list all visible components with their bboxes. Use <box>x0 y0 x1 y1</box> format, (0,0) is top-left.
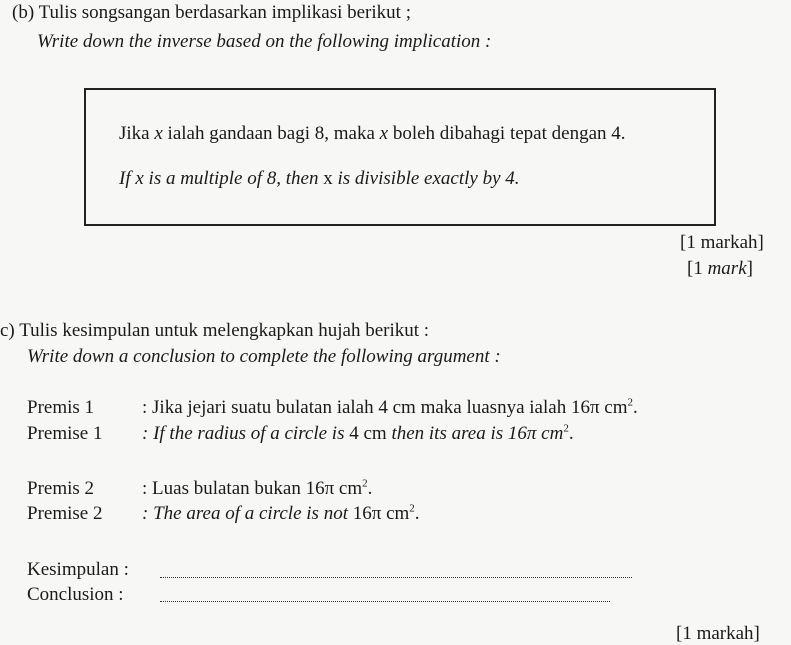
implication-ms-part2: ialah gandaan bagi 8, maka <box>162 123 380 144</box>
premise1-part-b: 4 cm <box>349 423 387 444</box>
part-c-marks-ms: [1 markah] <box>676 623 760 644</box>
implication-ms <box>119 123 626 145</box>
premis2-label: Premis 2 <box>27 478 95 499</box>
premise1-sup: 2 <box>563 422 569 435</box>
premise2-label: Premise 2 <box>27 503 103 524</box>
premise1-end: . <box>568 423 574 444</box>
part-c-instruction-ms-text: Tulis kesimpulan untuk melengkapkan hujah berikut : <box>19 320 430 341</box>
premis2-sup: 2 <box>362 477 368 490</box>
part-b-label: (b) <box>12 2 35 23</box>
premise2-value: 16π cm <box>352 503 410 524</box>
part-b-instruction-ms <box>12 2 411 24</box>
part-c-instruction-en: Write down a conclusion to complete the following argument : <box>27 346 501 367</box>
premise1-part-a: : If the radius of a circle is <box>142 423 350 444</box>
implication-en <box>119 168 520 190</box>
part-b-marks-en <box>687 258 753 280</box>
implication-en-var: x <box>323 168 333 189</box>
premise2-end: . <box>414 503 420 524</box>
premise1-part-c: then its area is 16π cm <box>386 423 564 444</box>
implication-ms-var2: x <box>379 123 389 144</box>
premise1-text <box>142 423 574 445</box>
premis1-label: Premis 1 <box>27 397 95 418</box>
premis1-sup: 2 <box>627 396 633 409</box>
part-c-instruction-ms <box>0 320 429 342</box>
premise1-label: Premise 1 <box>27 423 103 444</box>
part-b-instruction-en: Write down the inverse based on the following implication : <box>37 31 492 52</box>
premis1-end: . <box>633 397 638 418</box>
premis2-end: . <box>367 478 373 499</box>
implication-en-part2: is divisible exactly by 4. <box>332 168 520 189</box>
implication-ms-part1: Jika <box>119 123 155 144</box>
premis2-body: : Luas bulatan bukan 16π cm <box>142 478 363 499</box>
part-b-marks-ms: [1 markah] <box>680 232 764 253</box>
implication-box <box>84 88 716 226</box>
marks-en-open: [1 <box>687 258 708 279</box>
premise2-body: : The area of a circle is not <box>142 503 353 524</box>
kesimpulan-answer-line[interactable] <box>160 577 632 578</box>
implication-en-part1: If x is a multiple of 8, then <box>119 168 324 189</box>
marks-en-close: ] <box>746 258 753 279</box>
kesimpulan-label: Kesimpulan : <box>27 559 129 580</box>
premise2-text <box>142 503 420 525</box>
premise2-sup: 2 <box>409 502 415 515</box>
conclusion-answer-line[interactable] <box>160 601 610 602</box>
implication-ms-var1: x <box>154 123 163 144</box>
marks-en-word: mark <box>707 258 747 279</box>
premis1-body: : Jika jejari suatu bulatan ialah 4 cm maka luasnya ialah 16π cm <box>142 397 628 418</box>
implication-ms-part3: boleh dibahagi tepat dengan 4. <box>388 123 626 144</box>
premis1-text <box>142 397 638 419</box>
conclusion-label: Conclusion : <box>27 584 124 605</box>
premis2-text <box>142 478 372 500</box>
part-c-label: c) <box>0 320 15 341</box>
part-b-instruction-ms-text: Tulis songsangan berdasarkan implikasi berikut ; <box>38 2 411 23</box>
